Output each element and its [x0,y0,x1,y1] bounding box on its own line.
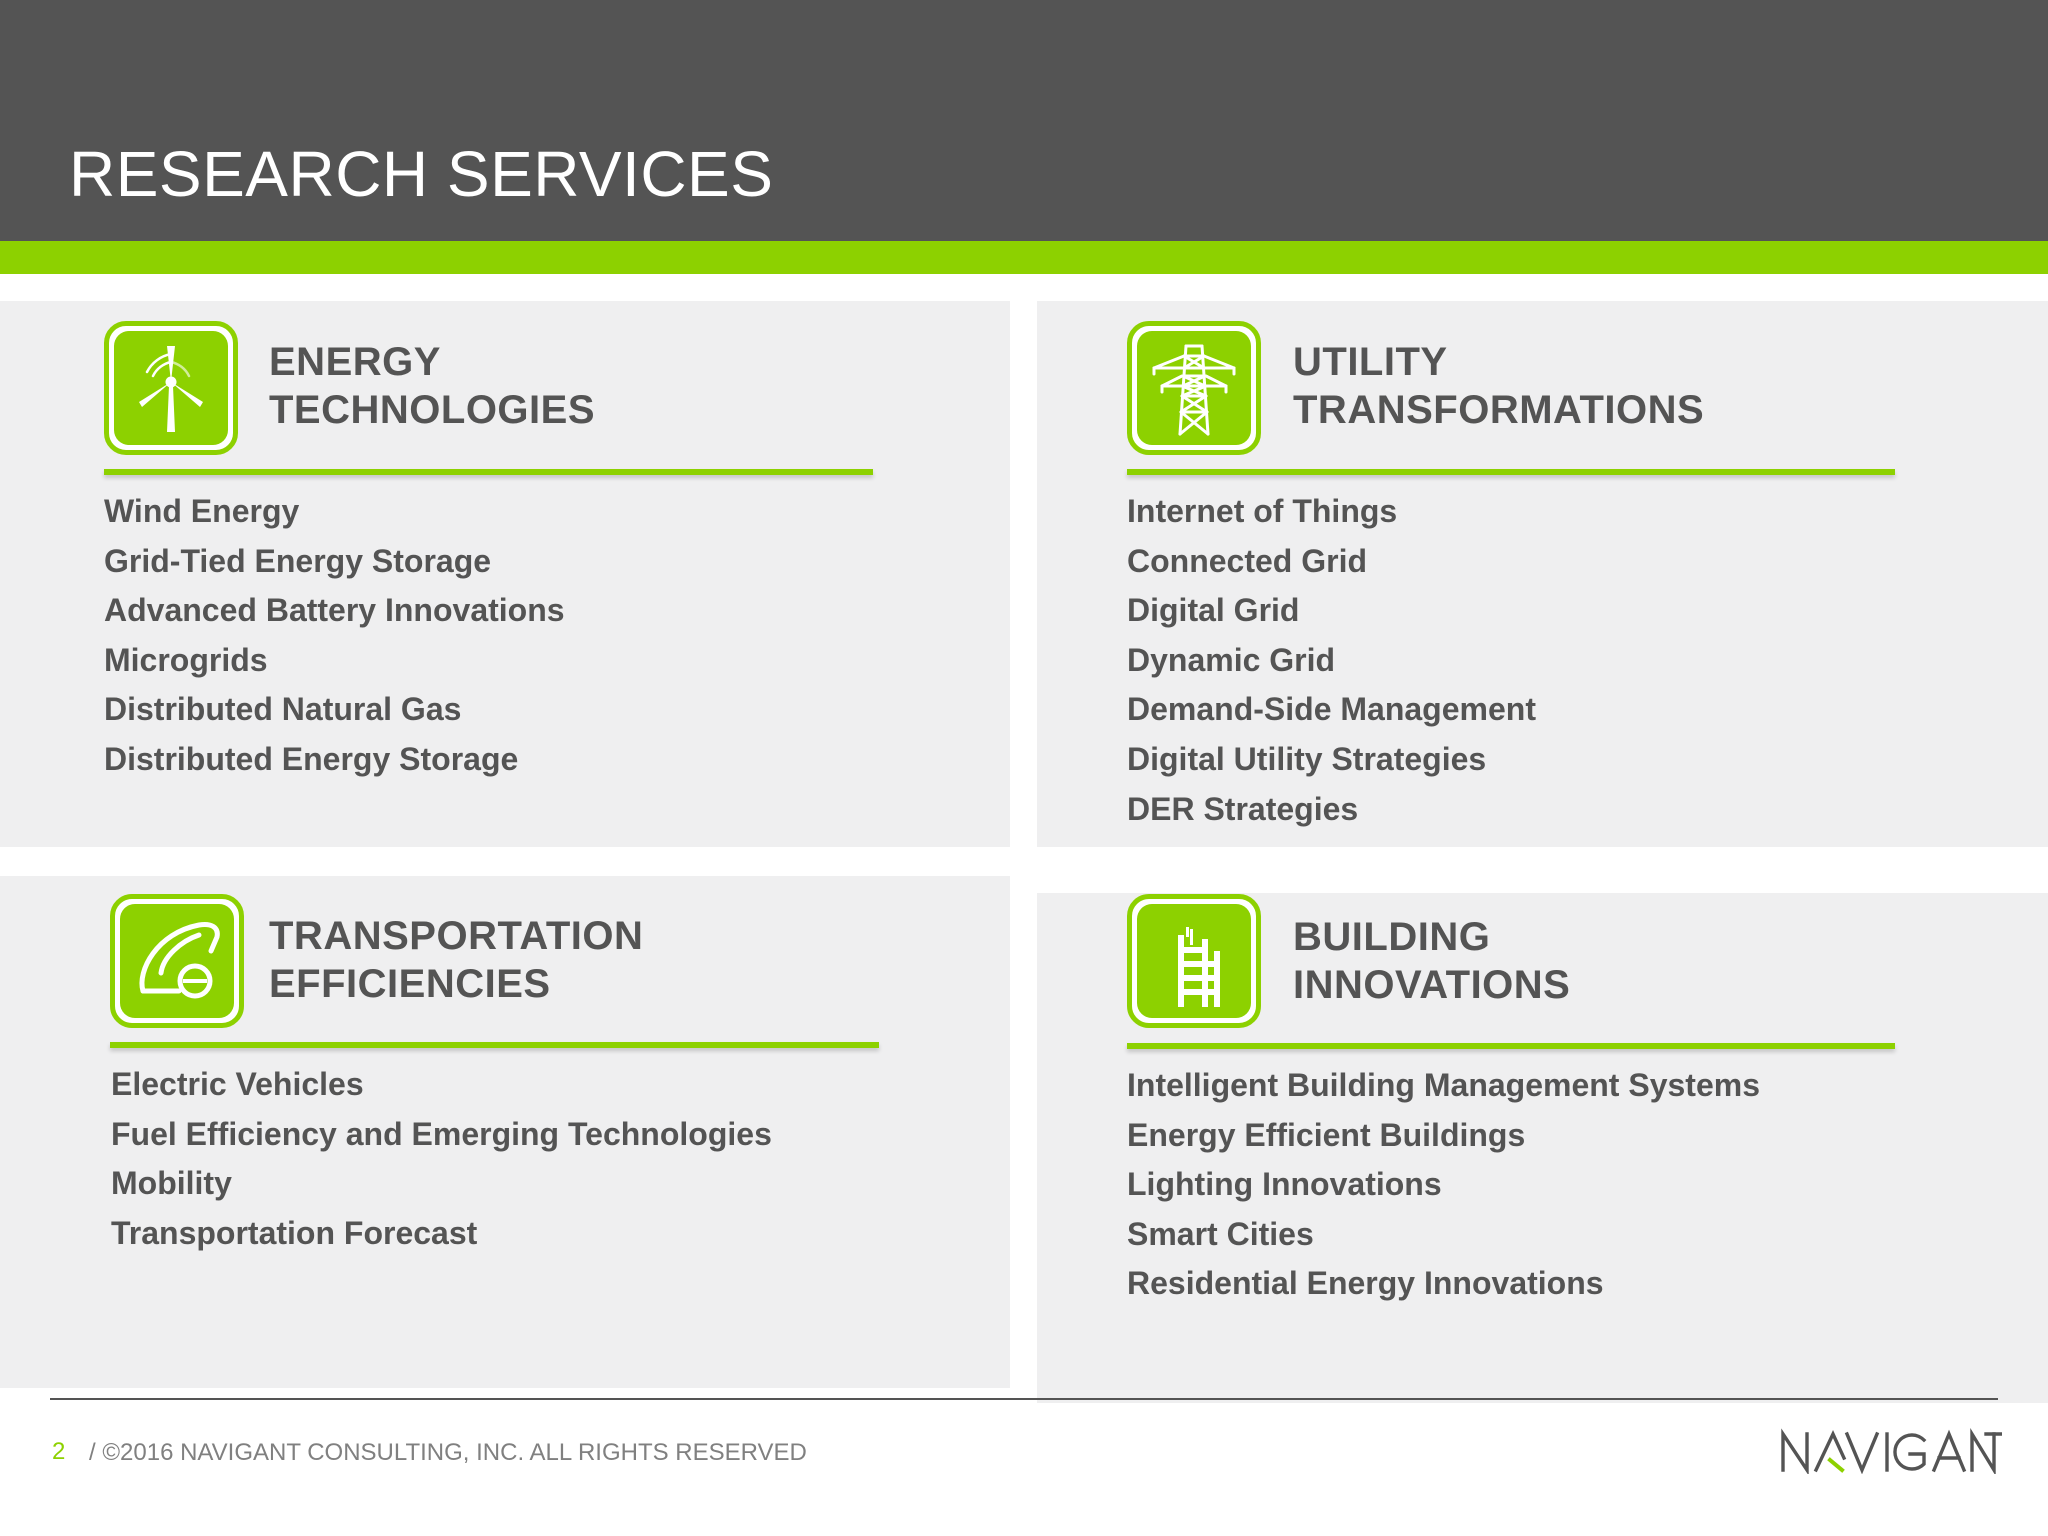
wind-turbine-icon [104,321,238,455]
list-item: Digital Grid [1127,592,1300,629]
electric-vehicle-icon [110,894,244,1028]
section-title [269,912,643,1008]
list-item: Internet of Things [1127,493,1398,529]
utility-topic-list [1127,487,1536,834]
list-item: Demand-Side Management [1127,691,1536,728]
section-title-line1: ENERGY [269,340,441,384]
section-divider [104,469,873,475]
list-item: Smart Cities [1127,1215,1314,1252]
transportation-efficiencies-panel [0,876,1010,1388]
list-item: Transportation Forecast [111,1214,478,1251]
section-title-line2: EFFICIENCIES [269,962,551,1006]
building-topic-list [1127,1061,1760,1309]
list-item: Mobility [111,1165,232,1202]
header-accent-bar [0,241,2048,274]
list-item: Grid-Tied Energy Storage [104,542,492,579]
section-title-line2: TECHNOLOGIES [269,388,596,432]
section-divider [1127,1043,1895,1049]
energy-technologies-panel [0,301,1010,847]
power-tower-icon [1127,321,1261,455]
list-item: Microgrids [104,641,268,678]
list-item: Distributed Energy Storage [104,740,519,777]
section-divider [1127,469,1895,475]
section-title [269,338,595,434]
section-title-line1: TRANSPORTATION [269,914,644,958]
list-item: Energy Efficient Buildings [1127,1116,1526,1153]
section-title-line2: INNOVATIONS [1293,963,1571,1007]
list-item: Intelligent Building Management Systems [1127,1067,1760,1103]
utility-transformations-panel [1037,301,2048,847]
list-item: Wind Energy [104,493,300,529]
list-item: Digital Utility Strategies [1127,740,1487,777]
footer-divider [50,1398,1998,1400]
section-title-line1: BUILDING [1293,915,1491,959]
list-item: Lighting Innovations [1127,1166,1442,1203]
building-icon [1127,894,1261,1028]
energy-topic-list [104,487,565,785]
page-number: 2 [52,1438,66,1465]
page-title: RESEARCH SERVICES [69,138,774,210]
section-title [1293,913,1570,1009]
list-item: Connected Grid [1127,542,1368,579]
list-item: DER Strategies [1127,790,1359,827]
list-item: Distributed Natural Gas [104,691,462,728]
list-item: Dynamic Grid [1127,641,1336,678]
section-divider [110,1042,879,1048]
transport-topic-list [111,1060,772,1258]
building-innovations-panel [1037,893,2048,1403]
section-title-line1: UTILITY [1293,340,1448,384]
list-item: Electric Vehicles [111,1066,364,1102]
copyright-notice: / ©2016 NAVIGANT CONSULTING, INC. ALL RIGHTS RESERVED [89,1439,807,1466]
list-item: Residential Energy Innovations [1127,1265,1604,1302]
list-item: Advanced Battery Innovations [104,592,565,629]
slide-header [0,0,2048,241]
section-title-line2: TRANSFORMATIONS [1293,388,1705,432]
list-item: Fuel Efficiency and Emerging Technologies [111,1115,772,1152]
navigant-logo [1780,1428,2002,1474]
section-title [1293,338,1704,434]
